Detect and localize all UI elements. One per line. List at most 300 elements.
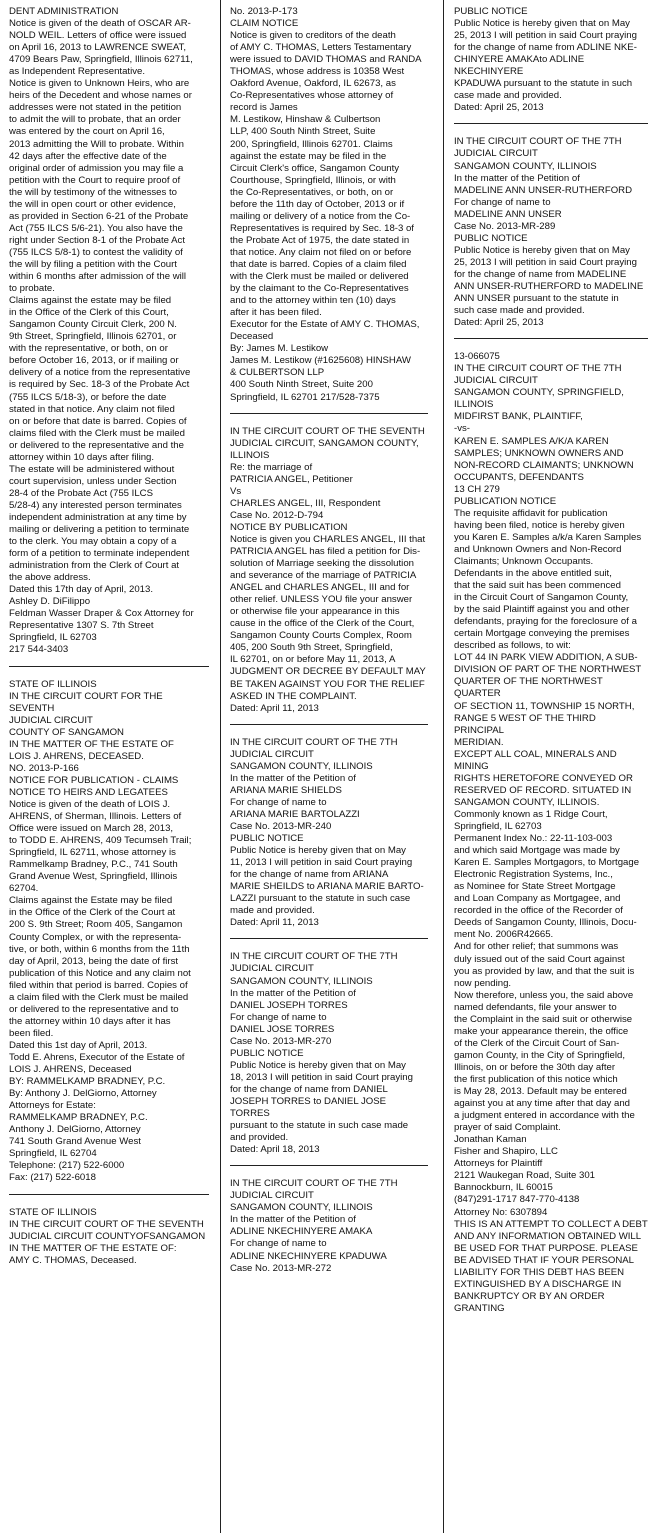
notice-line: (755 ILCS 5/18-3), or before the date [9,391,167,403]
notice-line: that the said suit has been commenced [454,580,621,592]
notice-line: OF SECTION 11, TOWNSHIP 15 NORTH, [454,700,635,712]
notice-line: No. 2013-P-173 [230,6,298,17]
column-1 [9,6,209,1531]
notice-line: For change of name to [230,1011,327,1023]
notice-line: IN THE CIRCUIT COURT OF THE SEVENTH [230,425,425,437]
notice-line: Claims against the Estate may be filed [9,895,173,907]
notice-line: ANN UNSER pursuant to the statute in [454,293,619,305]
notice-line: Notice is given of the death of LOIS J. [9,799,171,810]
legal-notice [9,6,209,657]
notice-line: certain Mortgage conveying the premises [454,628,630,640]
notice-line: IN THE MATTER OF THE ESTATE OF: [9,1242,177,1254]
notice-line: you as provided by law, and that the suit is [454,965,635,977]
notice-line: having been filed, notice is hereby given [454,519,625,531]
notice-line: LOIS J. AHRENS, Deceased [9,1064,132,1076]
notice-line: Permanent Index No.: 22-11-103-003 [454,833,613,845]
notice-line: such case made and provided. [454,305,585,317]
notice-line: with the Clerk must be mailed or delivered [230,271,409,283]
notice-line: and to the attorney within ten (10) days [230,295,396,307]
notice-line: JUDICIAL CIRCUIT, SANGAMON COUNTY, [230,437,419,449]
notice-line: the attorney within 10 days after it has [9,1015,171,1027]
notice-line: RANGE 5 WEST OF THE THIRD PRINCIPAL [454,712,596,736]
legal-notice [454,136,648,329]
notice-line: ARIANA MARIE SHIELDS [230,784,342,796]
notice-line: Case No. 2013-MR-289 [454,220,556,232]
notice-line: LLP, 400 South Ninth Street, Suite [230,126,376,138]
notice-line: 28-4 of the Probate Act (755 ILCS [9,487,153,499]
notice-line: KPADUWA pursuant to the statute in such [454,78,633,90]
notice-line: SANGAMON COUNTY, ILLINOIS. [454,796,600,808]
notice-line: IN THE MATTER OF THE ESTATE OF [9,738,174,750]
notice-line: claims filed with the Clerk must be mailed [9,427,185,439]
column-divider [443,0,444,1533]
notice-line: 42 days after the effective date of the [9,150,167,162]
notice-line: Office were issued on March 28, 2013, [9,823,174,835]
notice-line: 2013 admitting the Will to probate. Within [9,138,184,150]
notice-line: In the matter of the Petition of [230,1214,356,1226]
notice-line: Defendants in the above entitled suit, [454,568,612,580]
notice-line: OCCUPANTS, DEFENDANTS [454,471,584,483]
notice-line: 11, 2013 I will petition in said Court praying [230,857,413,869]
notice-line: IL 62701, on or before May 11, 2013, A [230,654,396,666]
notice-line: LIABILITY FOR THIS DEBT HAS BEEN [454,1266,625,1278]
notice-line: Jonathan Kaman [454,1134,527,1146]
notice-line: EXTINGUISHED BY A DISCHARGE IN [454,1278,622,1290]
notice-line: in the Office of the Clerk of this Court, [9,307,169,319]
notice-separator [230,724,428,725]
notice-line: or delivered to the representative and to [9,1003,179,1015]
notice-line: MADELINE ANN UNSER-RUTHERFORD [454,184,633,196]
notice-line: THIS IS AN ATTEMPT TO COLLECT A DEBT [454,1218,648,1230]
notice-line: the first publication of this notice which [454,1073,618,1085]
notice-line: and Loan Company as Mortgagee, and [454,893,621,905]
notice-line: AND ANY INFORMATION OBTAINED WILL [454,1230,642,1242]
notice-line: DANIEL JOSE TORRES [230,1023,335,1035]
notice-line: NOLD WEIL. Letters of office were issued [9,30,187,42]
column-divider [220,0,221,1533]
notice-line: Case No. 2013-MR-240 [230,821,332,832]
notice-line: and which said Mortgage was made by [454,845,620,857]
notice-line: JUDGMENT OR DECREE BY DEFAULT MAY [230,666,426,678]
legal-notice [230,426,428,715]
notice-line: PUBLIC NOTICE [230,833,304,845]
notice-line: Dated: April 25, 2013 [454,317,544,329]
notice-line: been filed. [9,1027,54,1039]
notice-line: For change of name to [230,796,327,808]
notice-line: Dated this 1st day of April, 2013. [9,1039,148,1051]
column-3 [454,6,648,1531]
legal-notice [230,6,428,404]
notice-line: administration from the Clerk of Court at [9,560,180,572]
notice-line: James M. Lestikow (#1625608) HINSHAW [230,355,411,367]
notice-line: Electronic Registration Systems, Inc., [454,869,613,881]
notice-line: of AMY C. THOMAS, Letters Testamentary [230,42,412,54]
notice-line: to admit the will to probate, that an order [9,114,181,126]
notice-line: 741 South Grand Avenue West [9,1136,141,1148]
notice-line: mailing or delivering a petition to terminate [9,524,190,536]
notice-line: Springfield, IL 62701 217/528-7375 [230,391,380,403]
notice-line: BE USED FOR THAT PURPOSE. PLEASE [454,1242,638,1254]
notice-line: BE ADVISED THAT IF YOUR PERSONAL [454,1254,635,1266]
notice-line: Telephone: (217) 522-6000 [9,1160,125,1172]
notice-line: STATE OF ILLINOIS [9,678,97,690]
notice-line: publication of this Notice and any claim not [9,967,191,979]
notice-line: CHINYERE AMAKAto ADLINE NKECHINYERE [454,54,585,78]
notice-line: petition with the Court to require proof of [9,174,181,186]
notice-line: Co-Representatives whose attorney of [230,90,394,102]
notice-line: 25, 2013 I will petition in said Court praying [454,256,637,268]
notice-line: the Probate Act of 1975, the date stated in [230,234,410,246]
notice-line: and provided. [230,1132,289,1144]
notice-line: MARIE SHEILDS to ARIANA MARIE BARTO- [230,881,424,893]
notice-line: Ashley D. DiFilippo [9,596,91,608]
notice-line: you Karen E. Samples a/k/a Karen Samples [454,531,642,543]
notice-line: for the change of name from ARIANA [230,869,389,881]
notice-line: SAMPLES; UNKNOWN OWNERS AND [454,447,624,459]
notice-line: NOTICE TO HEIRS AND LEGATEES [9,786,168,798]
notice-line: 217 544-3403 [9,644,69,656]
notice-line: by the said Plaintiff against you and other [454,604,630,616]
notice-line: the above address. [9,572,91,584]
notice-line: Deceased [230,331,274,343]
notice-line: Case No. 2013-MR-270 [230,1035,332,1047]
legal-notice [9,679,209,1185]
legal-notice [454,351,648,1315]
notice-line: against the estate may be filed in the [230,150,387,162]
notice-line: JUDICIAL CIRCUIT [9,714,93,726]
notice-line: Executor for the Estate of AMY C. THOMAS, [230,319,420,331]
notice-line: JUDICIAL CIRCUIT [230,1190,314,1202]
notice-line: Claimants; Unknown Occupants. [454,555,594,567]
notice-line: Re: the marriage of [230,461,313,473]
notice-line: 9th Street, Springfield, Illinois 62701, or [9,331,177,343]
notice-line: IN THE CIRCUIT COURT OF THE 7TH [454,363,622,375]
notice-line: Representative 1307 S. 7th Street [9,620,154,632]
notice-line: on or before that date is barred. Copies of [9,415,187,427]
notice-line: before the 11th day of October, 2013 or if [230,198,405,210]
notice-line: attorney within 10 days after filing. [9,451,155,463]
notice-line: DENT ADMINISTRATION [9,6,119,17]
notice-separator [9,1194,209,1195]
notice-line: QUARTER OF THE NORTHWEST QUARTER [454,676,603,700]
notice-line: Todd E. Ahrens, Executor of the Estate of [9,1051,185,1063]
notice-line: BE TAKEN AGAINST YOU FOR THE RELIEF [230,678,425,690]
notice-line: filed within that period is barred. Copies of [9,979,188,991]
notice-line: Notice is given to Unknown Heirs, who are [9,78,190,90]
notice-line: THOMAS, whose address is 10358 West [230,66,405,78]
notice-line: delivery of a notice from the representative [9,367,191,379]
notice-line: In the matter of the Petition of [230,987,356,999]
notice-line: RIGHTS HERETOFORE CONVEYED OR [454,772,633,784]
notice-line: described as follows, to wit: [454,640,571,652]
notice-line: to probate. [9,283,55,295]
notice-line: By: Anthony J. DelGiorno, Attorney [9,1088,157,1100]
notice-line: and severance of the marriage of PATRICIA [230,570,417,582]
notice-line: IN THE CIRCUIT COURT FOR THE SEVENTH [9,690,163,714]
notice-line: Attorneys for Estate: [9,1100,96,1112]
notice-line: PUBLIC NOTICE [454,6,528,17]
notice-line: 200, Springfield, Illinois 62701. Claims [230,138,393,150]
notice-line: Public Notice is hereby given that on May [454,18,630,30]
notice-line: to TODD E. AHRENS, 409 Tecumseh Trail; [9,835,192,847]
notice-line: (847)291-1717 847-770-4138 [454,1194,580,1206]
notice-line: 405, 200 South 9th Street, Springfield, [230,642,393,654]
notice-line: Attorney No: 6307894 [454,1206,548,1218]
notice-line: Courthouse, Springfield, Illinois, or with [230,174,396,186]
notice-line: the Co-Representatives, or both, on or [230,186,394,198]
notice-line: County Complex, or with the representa- [9,931,182,943]
notice-line: Springfield, IL 62711, whose attorney is [9,847,176,859]
notice-line: BANKRUPTCY OR BY AN ORDER GRANTING [454,1290,605,1314]
notice-line: made and provided. [230,905,315,917]
notice-line: Public Notice is hereby given that on May [230,845,406,857]
notice-line: court supervision, unless under Section [9,475,177,487]
notice-line: Public Notice is hereby given that on May [230,1059,406,1071]
notice-line: Circuit Clerk's office, Sangamon County [230,162,400,174]
notice-line: cause in the office of the Clerk of the Court, [230,618,415,630]
notice-line: make your appearance therein, the office [454,1025,629,1037]
notice-line: solution of Marriage seeking the dissolution [230,558,414,570]
notice-line: Bannockburn, IL 60015 [454,1182,553,1194]
legal-notice [230,1178,428,1274]
notice-line: AHRENS, of Sherman, Illinois. Letters of [9,811,182,823]
notice-line: prayer of said Complaint. [454,1122,561,1134]
notice-line: Attorneys for Plaintiff [454,1158,543,1170]
notice-separator [454,338,648,339]
notice-line: MERIDIAN. [454,736,504,748]
notice-line: JUDICIAL CIRCUIT [454,375,538,387]
notice-line: NOTICE FOR PUBLICATION - CLAIMS [9,774,179,786]
notice-line: 13-066075 [454,351,500,363]
notice-line: that date is barred. Copies of a claim filed [230,258,407,270]
notice-line: ADLINE NKECHINYERE KPADUWA [230,1250,387,1262]
column-2 [230,6,428,1531]
notice-line: Sangamon County Courts Complex, Room [230,630,412,642]
notice-line: or delivered to the representative and the [9,439,184,451]
notice-line: Notice is given you CHARLES ANGEL, III that [230,533,426,545]
notice-line: in the Circuit Court of Sangamon County, [454,592,629,604]
notice-line: 5/28-4) any interested person terminates [9,499,182,511]
notice-line: In the matter of the Petition of [230,772,356,784]
notice-line: and Unknown Owners and Non-Record [454,543,622,555]
notice-line: IN THE CIRCUIT COURT OF THE 7TH [230,1178,398,1190]
notice-line: Commonly known as 1 Ridge Court, [454,808,608,820]
notice-line: 13 CH 279 [454,483,500,495]
notice-line: DANIEL JOSEPH TORRES [230,999,348,1011]
notice-line: Karen E. Samples Mortgagors, to Mortgage [454,857,640,869]
notice-line: SANGAMON COUNTY, ILLINOIS [230,760,373,772]
notice-line: M. Lestikow, Hinshaw & Culbertson [230,114,381,126]
notice-line: for the change of name from DANIEL [230,1083,388,1095]
notice-line: the will by testimony of the witnesses to [9,186,177,198]
legal-notice [230,951,428,1156]
notice-line: SANGAMON COUNTY, SPRINGFIELD, [454,387,624,399]
notice-line: for the change of name from ADLINE NKE- [454,42,637,54]
notice-line: mailing or delivery of a notice from the Co- [230,210,411,222]
notice-line: IN THE CIRCUIT COURT OF THE 7TH [230,736,398,748]
notice-line: CLAIM NOTICE [230,18,299,30]
notice-line: the will by filing a petition with the Court [9,258,177,270]
notice-line: Springfield, IL 62704 [9,1148,97,1160]
notice-line: SANGAMON COUNTY, ILLINOIS [230,975,373,987]
notice-line: Dated: April 11, 2013 [230,917,319,929]
notice-line: In the matter of the Petition of [454,172,580,184]
notice-line: other relief. UNLESS YOU file your answer [230,594,413,606]
notice-line: Vs [230,485,242,497]
notice-line: by the claimant to the Co-Representatives [230,283,409,295]
notice-line: to the clerk. You may obtain a copy of a [9,536,177,548]
notice-line: MIDFIRST BANK, PLAINTIFF, [454,411,583,423]
notice-line: 4709 Bears Paw, Springfield, Illinois 62711, [9,54,193,66]
notice-line: Dated: April 25, 2013 [454,102,544,114]
notice-line: Case No. 2013-MR-272 [230,1262,332,1274]
notice-line: the will in open court or other evidence, [9,198,176,210]
notice-line: is required by Sec. 18-3 of the Probate Act [9,379,190,391]
notice-line: stated in that notice. Any claim not filed [9,403,175,415]
notice-line: before October 16, 2013, or if mailing or [9,355,179,367]
notice-line: defendants, praying for the foreclosure of a [454,616,637,628]
notice-line: after it has been filed. [230,307,322,319]
notice-line: Deeds of Sangamon County, Illinois, Docu- [454,917,637,929]
notice-line: STATE OF ILLINOIS [9,1206,97,1218]
notice-line: Dated: April 18, 2013 [230,1144,320,1156]
notice-line: PUBLIC NOTICE [230,1047,304,1059]
notice-line: as provided in Section 6-21 of the Probate [9,210,189,222]
notice-line: NO. 2013-P-166 [9,762,79,774]
notice-line: a judgment entered in accordance with the [454,1110,635,1122]
notice-line: RESERVED OF RECORD. SITUATED IN [454,784,632,796]
notice-line: that notice. Any claim not filed on or before [230,246,412,258]
notice-line: now pending. [454,977,512,989]
notice-line: The requisite affidavit for publication [454,507,608,519]
notice-line: ADLINE NKECHINYERE AMAKA [230,1226,373,1238]
notice-line: named defendants, file your answer to [454,1001,617,1013]
notice-line: Feldman Wasser Draper & Cox Attorney for [9,608,194,620]
notice-line: gamon County, in the City of Springfield, [454,1049,626,1061]
notice-line: ANN UNSER-RUTHERFORD to MADELINE [454,280,644,292]
notice-line: right under Section 8-1 of the Probate Act [9,234,185,246]
notice-line: IN THE CIRCUIT COURT OF THE 7TH [454,136,622,148]
notice-line: PUBLICATION NOTICE [454,495,557,507]
notice-line: tive, or both, within 6 months from the 11th [9,943,190,955]
notice-line: CHARLES ANGEL, III, Respondent [230,497,381,509]
notice-line: ARIANA MARIE BARTOLAZZI [230,808,360,820]
notice-line: ment No. 2006R42665. [454,929,554,941]
notice-line: in the Office of the Clerk of the Court at [9,907,176,919]
notice-line: 62704. [9,883,39,895]
notice-line: Claims against the estate may be filed [9,295,172,307]
notice-line: as Independent Representative. [9,66,146,78]
notice-line: -vs- [454,423,470,435]
notice-line: Now therefore, unless you, the said above [454,989,634,1001]
notice-line: EXCEPT ALL COAL, MINERALS AND MINING [454,748,617,772]
notice-line: 400 South Ninth Street, Suite 200 [230,379,373,391]
notice-line: Case No. 2012-D-794 [230,509,324,521]
notice-line: 25, 2013 I will petition in said Court praying [454,30,637,42]
notice-line: NOTICE BY PUBLICATION [230,521,348,533]
notice-line: were issued to DAVID THOMAS and RANDA [230,54,422,66]
notice-line: Notice is given of the death of OSCAR AR- [9,18,191,30]
notice-line: Anthony J. DelGiorno, Attorney [9,1124,141,1136]
notice-separator [230,1165,428,1166]
notice-line: SANGAMON COUNTY, ILLINOIS [230,1202,373,1214]
notice-line: PATRICIA ANGEL has filed a petition for Dis- [230,546,421,558]
legal-notice [230,737,428,930]
notice-line: ILLINOIS [230,449,270,461]
notice-line: of the Clerk of the Circuit Court of San- [454,1037,620,1049]
notice-separator [454,123,648,124]
notice-line: & CULBERTSON LLP [230,367,325,379]
notice-line: (755 ILCS 5/8-1) to contest the validity of [9,246,183,258]
notice-separator [230,413,428,414]
notice-line: independent administration at any time by [9,511,187,523]
notice-line: as Nominee for State Street Mortgage [454,881,616,893]
notice-line: LOIS J. AHRENS, DECEASED. [9,750,144,762]
notice-line: record is James [230,102,298,114]
notice-line: IN THE CIRCUIT COURT OF THE SEVENTH [9,1218,204,1230]
notice-line: on April 16, 2013 to LAWRENCE SWEAT, [9,42,187,54]
notice-line: Dated: April 11, 2013 [230,702,319,714]
notice-line: JUDICIAL CIRCUIT [454,148,538,160]
notice-line: Representatives is required by Sec. 18-3 of [230,222,414,234]
notice-line: DIVISION OF PART OF THE NORTHWEST [454,664,642,676]
notice-line: The estate will be administered without [9,463,175,475]
notice-line: JUDICIAL CIRCUIT [230,748,314,760]
notice-line: And for other relief; that summons was [454,941,619,953]
notice-line: IN THE CIRCUIT COURT OF THE 7TH [230,951,398,963]
notice-line: Act (755 ILCS 5/6-21). You also have the [9,222,183,234]
notice-line: against you at any time after that day and [454,1098,630,1110]
notice-line: is May 28, 2013. Default may be entered [454,1086,627,1098]
notice-line: pursuant to the statute in such case made [230,1120,409,1132]
notice-line: KAREN E. SAMPLES A/K/A KAREN [454,435,609,447]
notice-line: a claim filed with the Clerk must be mailed [9,991,189,1003]
notice-line: LAZZI pursuant to the statute in such case [230,893,411,905]
notice-line: For change of name to [454,196,551,208]
notice-line: or otherwise file your appearance in this [230,606,400,618]
notice-line: MADELINE ANN UNSER [454,208,562,220]
notice-line: COUNTY OF SANGAMON [9,726,124,738]
notice-line: AMY C. THOMAS, Deceased. [9,1254,137,1266]
notice-line: Springfield, IL 62703 [454,821,542,832]
notice-line: was entered by the court on April 16, [9,126,165,138]
notice-line: with the representative, or both, on or [9,343,168,355]
notice-line: form of a petition to terminate independent [9,548,190,560]
notice-line: 2121 Waukegan Road, Suite 301 [454,1170,595,1182]
notice-line: BY: RAMMELKAMP BRADNEY, P.C. [9,1076,166,1088]
notice-line: LOT 44 IN PARK VIEW ADDITION, A SUB- [454,652,638,664]
notice-separator [230,938,428,939]
notice-line: ASKED IN THE COMPLAINT. [230,690,357,702]
notice-line: within 6 months after admission of the will [9,271,187,283]
notice-line: PUBLIC NOTICE [454,232,528,244]
notice-separator [9,666,209,667]
notice-line: SANGAMON COUNTY, ILLINOIS [454,160,597,172]
notice-line: RAMMELKAMP BRADNEY, P.C. [9,1112,148,1124]
notice-line: Fax: (217) 522-6018 [9,1172,96,1184]
notice-line: original order of admission you may file a [9,162,184,174]
notice-line: Oakford Avenue, Oakford, IL 62673, as [230,78,396,90]
notice-line: JUDICIAL CIRCUIT COUNTYOFSANGAMON [9,1230,206,1242]
notice-line: case made and provided. [454,90,562,102]
notice-line: JUDICIAL CIRCUIT [230,963,314,975]
notice-line: PATRICIA ANGEL, Petitioner [230,473,353,485]
notice-line: By: James M. Lestikow [230,343,329,355]
notice-line: the Complaint in the said suit or otherwise [454,1013,633,1025]
notice-line: 200 S. 9th Street; Room 405, Sangamon [9,919,183,931]
notice-line: ANGEL and CHARLES ANGEL, III and for [230,582,410,594]
legal-notice [454,6,648,114]
